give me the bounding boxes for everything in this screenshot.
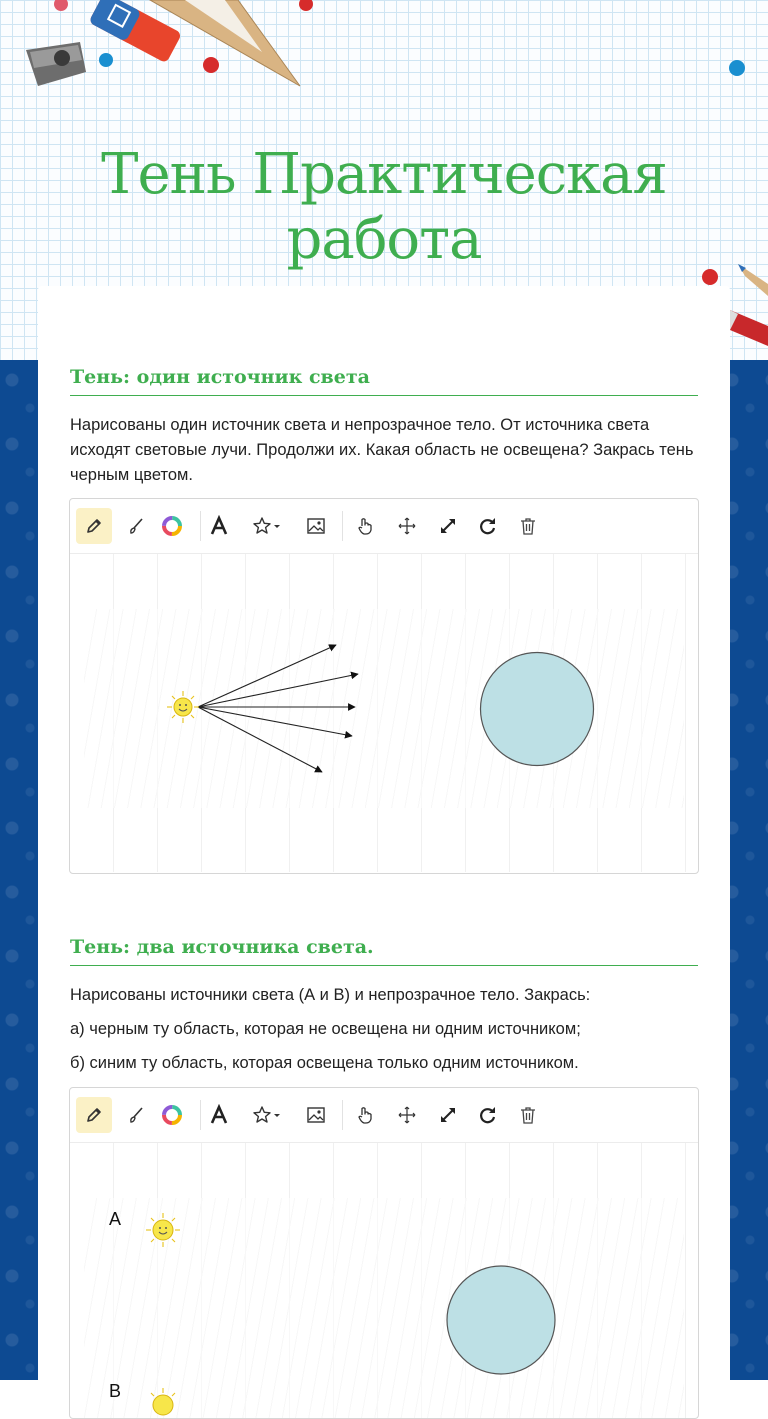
hand-tool[interactable] — [347, 1097, 383, 1133]
section-title: Тень: два источника света. — [70, 936, 698, 966]
section-instructions: Нарисованы источники света (А и В) и непрозрачное тело. Закрась: — [70, 986, 591, 1004]
opaque-object-circle — [447, 1266, 555, 1374]
color-wheel-icon — [162, 1105, 182, 1125]
star-icon — [253, 1105, 283, 1125]
expand-tool[interactable] — [430, 508, 466, 544]
expand-icon — [438, 516, 458, 536]
pencil-tool[interactable] — [76, 508, 112, 544]
text-icon — [208, 515, 230, 537]
expand-icon — [438, 1105, 458, 1125]
opaque-object-circle — [481, 653, 594, 766]
hand-pointer-icon — [355, 1105, 375, 1125]
move-icon — [397, 516, 417, 536]
text-icon — [208, 1104, 230, 1126]
color-wheel-icon — [162, 516, 182, 536]
toolbar-separator — [342, 1100, 343, 1130]
brush-tool[interactable] — [118, 1097, 154, 1133]
expand-tool[interactable] — [430, 1097, 466, 1133]
shapes-tool[interactable] — [246, 1097, 290, 1133]
brush-icon — [126, 516, 146, 536]
hand-tool[interactable] — [347, 508, 383, 544]
brush-tool[interactable] — [118, 508, 154, 544]
image-tool[interactable] — [298, 508, 334, 544]
pencil-icon — [84, 516, 104, 536]
light-rays — [198, 645, 358, 772]
instruction-item: а) черным ту область, которая не освещена ни одним источником; — [70, 1020, 581, 1038]
move-icon — [397, 1105, 417, 1125]
move-tool[interactable] — [389, 508, 425, 544]
drawing-canvas[interactable] — [70, 554, 698, 872]
drawing-toolbar — [70, 499, 698, 554]
text-tool[interactable] — [201, 508, 237, 544]
light-ray — [198, 674, 358, 707]
light-source-label-a: А — [109, 1209, 122, 1229]
star-icon — [253, 516, 283, 536]
sun-light-source-a — [146, 1213, 180, 1247]
section-title: Тень: один источник света — [70, 366, 698, 396]
text-tool[interactable] — [201, 1097, 237, 1133]
page-title: Тень Практическая работа — [101, 142, 667, 272]
drawing-toolbar — [70, 1088, 698, 1143]
pushpin-decoration — [54, 0, 68, 11]
drawing-widget — [69, 498, 699, 874]
canvas-drawing — [70, 1143, 698, 1418]
move-tool[interactable] — [389, 1097, 425, 1133]
canvas-drawing — [70, 554, 698, 872]
drawing-canvas[interactable] — [70, 1143, 698, 1418]
brush-icon — [126, 1105, 146, 1125]
sharpener-decoration — [26, 42, 86, 86]
worksheet-card — [38, 286, 730, 1406]
pushpin-decoration — [729, 60, 745, 76]
color-tool[interactable] — [154, 1097, 190, 1133]
toolbar-separator — [342, 511, 343, 541]
light-source-label-b: В — [109, 1381, 122, 1401]
delete-tool[interactable] — [510, 508, 546, 544]
color-tool[interactable] — [154, 508, 190, 544]
delete-tool[interactable] — [510, 1097, 546, 1133]
trash-icon — [518, 1105, 538, 1125]
light-ray — [198, 645, 336, 707]
instruction-item: б) синим ту область, которая освещена только одним источником. — [70, 1054, 579, 1072]
sun-light-source-b — [151, 1388, 175, 1415]
drawing-widget — [69, 1087, 699, 1419]
redo-icon — [478, 516, 498, 536]
red-pencil-decoration — [730, 310, 768, 346]
pushpin-decoration — [99, 53, 113, 67]
shapes-tool[interactable] — [246, 508, 290, 544]
pushpin-decoration — [203, 57, 219, 73]
trash-icon — [518, 516, 538, 536]
light-ray — [198, 707, 322, 772]
redo-tool[interactable] — [470, 1097, 506, 1133]
image-tool[interactable] — [298, 1097, 334, 1133]
pushpin-decoration — [299, 0, 313, 11]
image-icon — [306, 516, 326, 536]
sun-light-source — [167, 691, 199, 723]
redo-tool[interactable] — [470, 508, 506, 544]
light-ray — [198, 707, 352, 736]
pencil-icon — [84, 1105, 104, 1125]
image-icon — [306, 1105, 326, 1125]
pencil-tool[interactable] — [76, 1097, 112, 1133]
redo-icon — [478, 1105, 498, 1125]
hand-pointer-icon — [355, 516, 375, 536]
section-instructions: Нарисованы один источник света и непрозрачное тело. От источника света исходят световые лучи. Продолжи их. Какая область не освещена? Закрась тень черным цветом. — [70, 416, 694, 484]
